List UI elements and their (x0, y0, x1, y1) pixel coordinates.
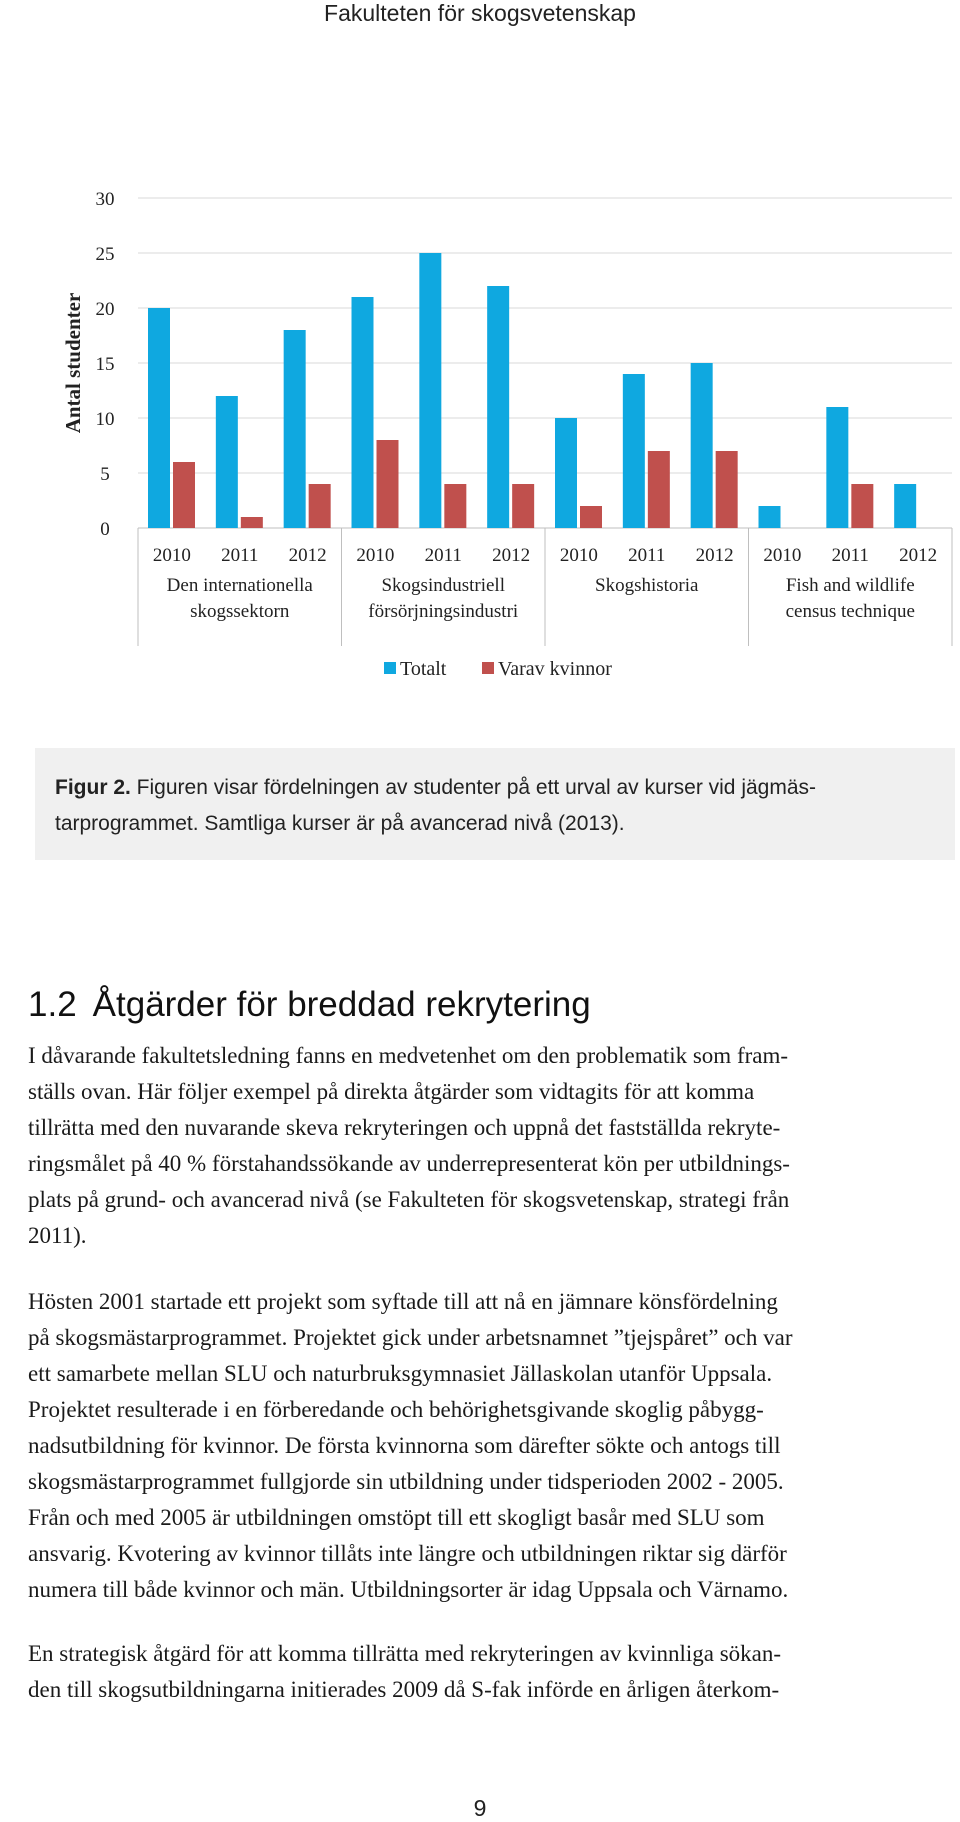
section-title: Åtgärder för breddad rekrytering (92, 985, 591, 1024)
text-line: 2011). (28, 1223, 87, 1248)
bar-varav-kvinnor (580, 506, 602, 528)
x-tick-label: 2010 (356, 545, 395, 566)
bar-varav-kvinnor (648, 451, 670, 528)
paragraph-3 (28, 1636, 928, 1708)
text-line: En strategisk åtgärd för att komma tillrätta med rekryteringen av kvinnliga sökan- (28, 1641, 782, 1666)
bar-totalt (216, 396, 238, 528)
bar-totalt (352, 297, 374, 528)
y-tick-label: 30 (95, 189, 115, 210)
text-line: Hösten 2001 startade ett projekt som syftade till att nå en jämnare könsfördelning (28, 1289, 778, 1314)
bar-varav-kvinnor (716, 451, 738, 528)
group-label: skogssektorn (190, 601, 290, 622)
text-line: på skogsmästarprogrammet. Projektet gick under arbetsnamnet ”tjejspåret” och var (28, 1325, 793, 1350)
text-line: nadsutbildning för kvinnor. De första kvinnorna som därefter sökte och antogs till (28, 1433, 781, 1458)
y-tick-label: 20 (95, 299, 115, 320)
caption-label: Figur 2. (55, 776, 131, 799)
caption-text-2: tarprogrammet. Samtliga kurser är på avancerad nivå (2013). (55, 812, 625, 835)
group-label: Skogsindustriell (381, 575, 506, 596)
bar-totalt (623, 374, 645, 528)
text-line: ställs ovan. Här följer exempel på direkta åtgärder som vidtagits för att komma (28, 1079, 755, 1104)
y-tick-label: 25 (95, 244, 115, 265)
x-tick-label: 2011 (831, 545, 869, 566)
text-line: plats på grund- och avancerad nivå (se Fakulteten för skogsvetenskap, strategi från (28, 1187, 790, 1212)
bar-totalt (555, 418, 577, 528)
paragraph-2 (28, 1284, 928, 1608)
x-tick-label: 2011 (221, 545, 259, 566)
bar-varav-kvinnor (241, 517, 263, 528)
x-tick-label: 2010 (763, 545, 802, 566)
text-line: tillrätta med den nuvarande skeva rekryteringen och uppnå det fastställda rekryte- (28, 1115, 781, 1140)
text-line: ringsmålet på 40 % förstahandssökande av underrepresenterat kön per utbildnings- (28, 1151, 790, 1176)
text-line: den till skogsutbildningarna initierades 2009 då S-fak införde en årligen återkom- (28, 1677, 780, 1702)
bar-totalt (759, 506, 781, 528)
group-label: försörjningsindustri (368, 601, 519, 622)
group-label: Skogshistoria (595, 575, 699, 596)
y-tick-label: 10 (95, 409, 115, 430)
bar-varav-kvinnor (309, 484, 331, 528)
caption-text-1: Figuren visar fördelningen av studenter på ett urval av kurser vid jägmäs- (130, 776, 817, 799)
y-axis-label: Antal studenter (61, 292, 85, 434)
bar-varav-kvinnor (173, 462, 195, 528)
y-tick-label: 5 (100, 464, 110, 485)
bar-totalt (894, 484, 916, 528)
y-tick-label: 15 (95, 354, 115, 375)
text-line: Projektet resulterade i en förberedande och behörighetsgivande skoglig påbygg- (28, 1397, 764, 1422)
bar-varav-kvinnor (851, 484, 873, 528)
group-label: Fish and wildlife (785, 575, 915, 596)
text-line: ett samarbete mellan SLU och naturbruksgymnasiet Jällaskolan utanför Uppsala. (28, 1361, 773, 1386)
bar-totalt (148, 308, 170, 528)
bar-varav-kvinnor (512, 484, 534, 528)
text-line: I dåvarande fakultetsledning fanns en medvetenhet om den problematik som fram- (28, 1043, 789, 1068)
text-line: Från och med 2005 är utbildningen omstöpt till ett skogligt basår med SLU som (28, 1505, 765, 1530)
section-heading (28, 985, 591, 1025)
x-tick-label: 2012 (288, 545, 327, 566)
text-line: skogsmästarprogrammet fullgjorde sin utbildning under tidsperioden 2002 - 2005. (28, 1469, 784, 1494)
bar-totalt (487, 286, 509, 528)
x-tick-label: 2010 (559, 545, 598, 566)
bar-totalt (826, 407, 848, 528)
group-label: census technique (785, 601, 915, 622)
legend-label-varav-kvinnor: Varav kvinnor (498, 658, 612, 680)
figure-caption (35, 748, 955, 860)
paragraph-1 (28, 1038, 928, 1254)
bar-totalt (284, 330, 306, 528)
x-tick-label: 2010 (152, 545, 191, 566)
bar-varav-kvinnor (377, 440, 399, 528)
x-tick-label: 2011 (424, 545, 462, 566)
text-line: ansvarig. Kvotering av kvinnor tillåts inte längre och utbildningen riktar sig därför (28, 1541, 787, 1566)
legend-swatch-varav-kvinnor (482, 662, 494, 674)
x-tick-label: 2012 (899, 545, 938, 566)
group-label: Den internationella (166, 575, 313, 596)
bar-totalt (691, 363, 713, 528)
x-tick-label: 2012 (492, 545, 531, 566)
running-header: Fakulteten för skogsvetenskap (324, 0, 636, 26)
bar-totalt (419, 253, 441, 528)
y-tick-label: 0 (100, 519, 110, 540)
x-tick-label: 2012 (695, 545, 734, 566)
x-tick-label: 2011 (628, 545, 666, 566)
page-number: 9 (473, 1795, 487, 1821)
bar-chart (0, 150, 960, 710)
legend-swatch-totalt (384, 662, 396, 674)
legend-label-totalt: Totalt (400, 658, 447, 680)
bar-varav-kvinnor (444, 484, 466, 528)
text-line: numera till både kvinnor och män. Utbildningsorter är idag Uppsala och Värnamo. (28, 1577, 789, 1602)
section-number: 1.2 (28, 985, 77, 1024)
